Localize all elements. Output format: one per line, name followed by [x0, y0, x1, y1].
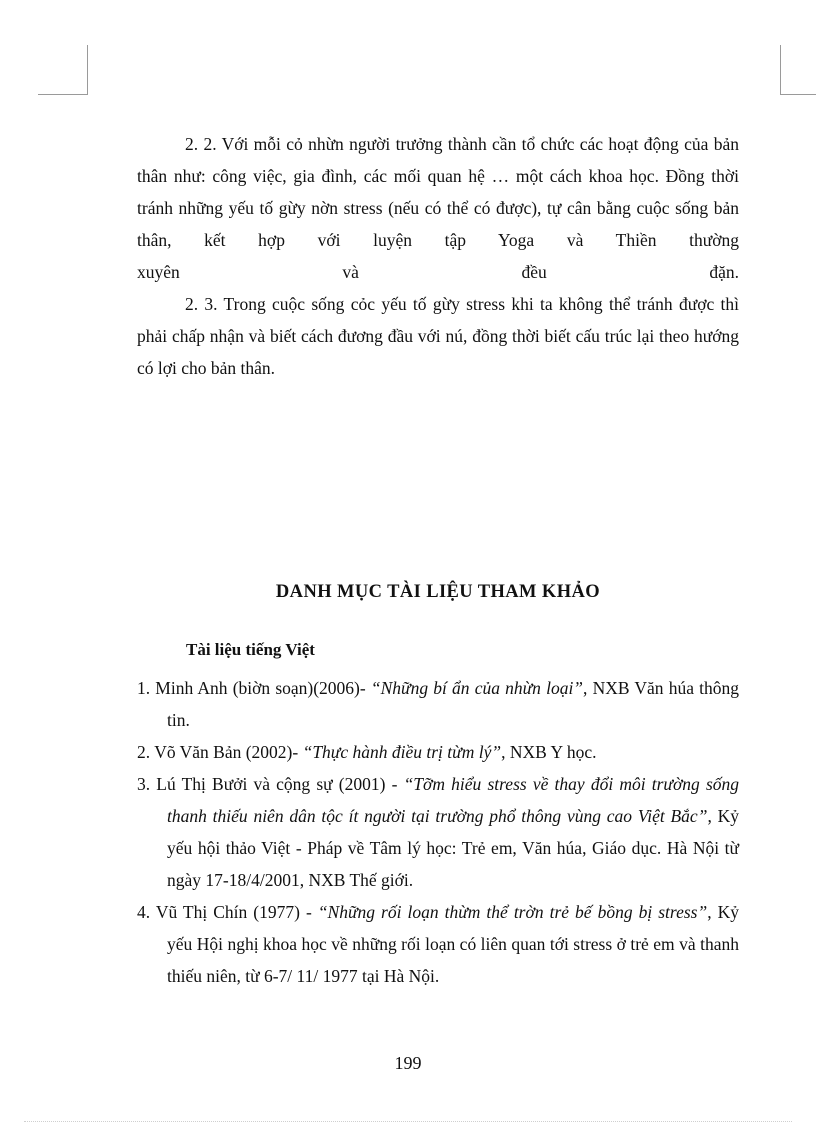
reference-item [137, 896, 739, 992]
reference-author: Vũ Thị Chín (1977) - [155, 902, 318, 922]
page-bottom-border [24, 1121, 792, 1122]
reference-publisher: , NXB Y học. [501, 742, 597, 762]
reference-publisher: , Kỷ yếu hội thảo Việt - Pháp về Tâm lý học: Trẻ em, Văn húa, Giáo dục. Hà Nội từ ngày 17-18/4/2001, NXB Thế giới. [167, 806, 739, 890]
references-section-heading: Tài liệu tiếng Việt [186, 640, 315, 659]
crop-mark-top-right-v [780, 45, 781, 95]
crop-mark-top-right-h [781, 94, 816, 95]
crop-mark-top-left-v [87, 45, 88, 95]
paragraph-2-3: 2. 3. Trong cuộc sống cỏc yếu tố gừy stress khi ta không thể tránh được thì phải chấp nhận và biết cách đương đầu với nú, đồng thời biết cấu trúc lại theo hướng có lợi cho bản thân. [137, 294, 739, 378]
references-title: DANH MỤC TÀI LIỆU THAM KHẢO [275, 582, 601, 602]
reference-number: 3. [137, 774, 151, 794]
crop-mark-top-left-h [38, 94, 88, 95]
reference-publisher: , NXB Văn húa thông tin. [167, 678, 739, 730]
reference-list [137, 672, 739, 992]
page-number: 199 [394, 1053, 422, 1073]
body-text [137, 128, 739, 384]
reference-author: Lú Thị Bưởi và cộng sự (2001) - [156, 774, 404, 794]
reference-number: 4. [137, 902, 151, 922]
reference-number: 1. [137, 678, 151, 698]
reference-title: “Những bí ẩn của nhừn loại” [370, 678, 584, 698]
reference-item [137, 768, 739, 896]
reference-number: 2. [137, 742, 151, 762]
reference-item [137, 672, 739, 736]
reference-item [137, 736, 739, 768]
reference-publisher: , Kỷ yếu Hội nghị khoa học về những rối loạn có liên quan tới stress ở trẻ em và thanh thiếu niên, từ 6-7/ 11/ 1977 tại Hà Nội. [167, 902, 739, 986]
paragraph-2-2: 2. 2. Với mỗi cỏ nhừn người trưởng thành cần tổ chức các hoạt động của bản thân như: công việc, gia đình, các mối quan hệ … một cách khoa học. Đồng thời tránh những yếu tố gừy nờn stress (nếu có thể có được), tự cân bằng cuộc sống bản thân, kết hợp với luyện tập Yoga và Thiền thường [137, 134, 739, 250]
reference-author: Võ Văn Bản (2002)- [154, 742, 303, 762]
reference-author: Minh Anh (biờn soạn)(2006)- [155, 678, 371, 698]
reference-title: “Những rối loạn thừm thể trờn trẻ bế bồng bị stress” [317, 902, 708, 922]
reference-title: “Tỡm hiểu stress về thay đổi môi trường sống thanh thiếu niên dân tộc ít người tại trường phổ thông vùng cao Việt Bắc” [167, 774, 740, 826]
paragraph-2-2-last-line: xuyên và đều đặn. [137, 262, 739, 282]
reference-title: “Thực hành điều trị từm lý” [302, 742, 502, 762]
